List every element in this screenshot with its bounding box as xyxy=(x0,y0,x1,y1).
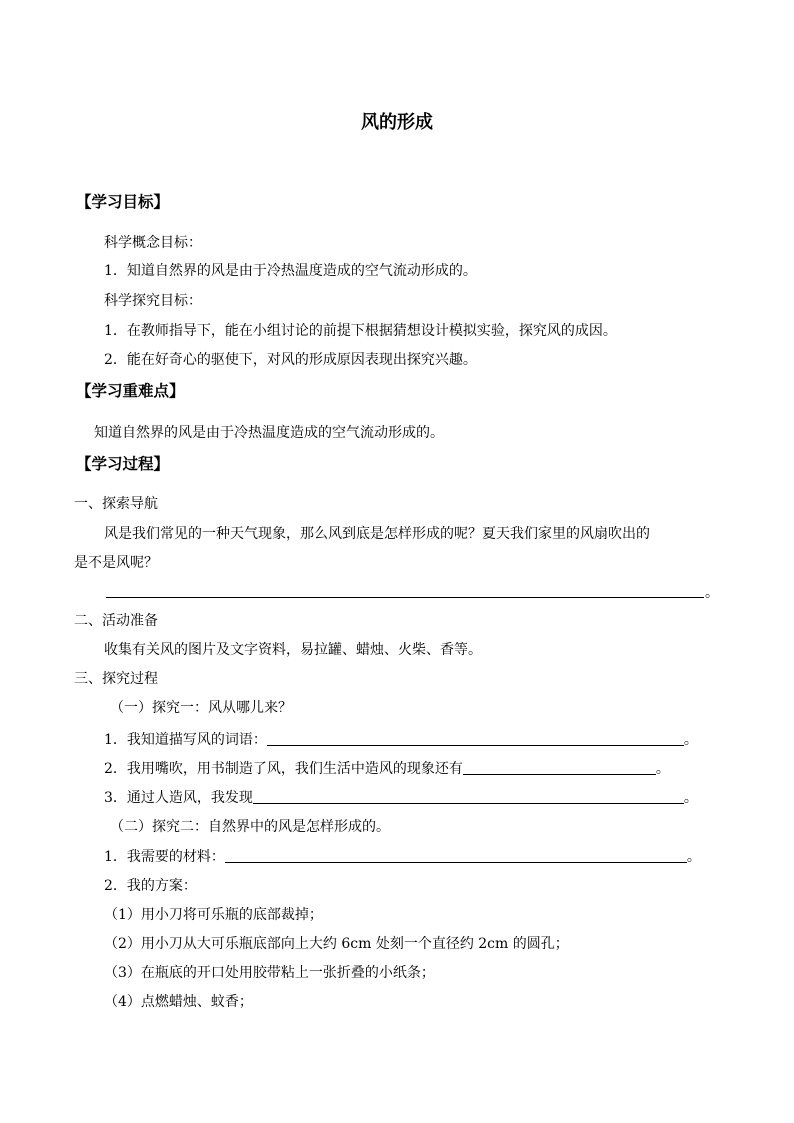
question-4-label: 1．我需要的材料： xyxy=(104,849,225,865)
section-heading-learning-process: 【学习过程】 xyxy=(76,454,170,473)
inquiry-goal-item-1: 1．在教师指导下，能在小组讨论的前提下根据猜想设计模拟实验，探究风的成因。 xyxy=(104,323,617,339)
end-mark: 。 xyxy=(683,790,698,806)
question-3-label: 3．通过人造风，我发现 xyxy=(104,790,253,806)
section-heading-key-points: 【学习重难点】 xyxy=(76,381,185,400)
plan-step-3: （3）在瓶底的开口处用胶带粘上一张折叠的小纸条； xyxy=(104,965,435,981)
inquiry-2-heading: （二）探究二：自然界中的风是怎样形成的。 xyxy=(110,819,390,835)
question-1-row xyxy=(104,731,698,749)
plan-step-4: （4）点燃蜡烛、蚊香； xyxy=(104,994,253,1010)
explore-question-line-1: 风是我们常见的一种天气现象，那么风到底是怎样形成的呢？夏天我们家里的风扇吹出的 xyxy=(104,526,650,542)
question-3-blank[interactable] xyxy=(253,789,684,804)
part-heading-explore: 一、探索导航 xyxy=(74,496,158,512)
explore-question-line-2: 是不是风呢？ xyxy=(74,555,158,571)
question-2-blank[interactable] xyxy=(463,760,656,775)
question-4-row xyxy=(104,848,701,866)
end-mark: 。 xyxy=(683,732,698,748)
question-1-blank[interactable] xyxy=(267,731,684,746)
key-point-text: 知道自然界的风是由于冷热温度造成的空气流动形成的。 xyxy=(94,425,444,441)
plan-step-1: （1）用小刀将可乐瓶的底部裁掉； xyxy=(104,907,323,923)
preparation-text: 收集有关风的图片及文字资料，易拉罐、蜡烛、火柴、香等。 xyxy=(104,642,482,658)
page-title: 风的形成 xyxy=(361,112,433,133)
question-4-blank[interactable] xyxy=(225,848,687,863)
concept-goal-label: 科学概念目标： xyxy=(104,235,202,251)
part-heading-preparation: 二、活动准备 xyxy=(74,613,158,629)
inquiry-goal-item-2: 2．能在好奇心的驱使下，对风的形成原因表现出探究兴趣。 xyxy=(104,352,477,368)
end-mark: 。 xyxy=(686,849,701,865)
end-mark: 。 xyxy=(655,761,670,777)
section-heading-learning-goals: 【学习目标】 xyxy=(76,192,170,211)
inquiry-goal-label: 科学探究目标： xyxy=(104,293,202,309)
question-2-label: 2．我用嘴吹，用书制造了风，我们生活中造风的现象还有 xyxy=(104,761,463,777)
part-heading-inquiry: 三、探究过程 xyxy=(74,671,158,687)
inquiry-1-heading: （一）探究一：风从哪儿来？ xyxy=(110,700,292,716)
question-1-label: 1．我知道描写风的词语： xyxy=(104,732,267,748)
question-3-row xyxy=(104,789,698,807)
end-mark: 。 xyxy=(705,585,719,601)
explore-answer-blank[interactable] xyxy=(106,597,704,598)
question-5-label: 2．我的方案： xyxy=(104,878,197,894)
question-2-row xyxy=(104,760,670,778)
concept-goal-item: 1．知道自然界的风是由于冷热温度造成的空气流动形成的。 xyxy=(104,263,477,279)
plan-step-2: （2）用小刀从大可乐瓶底部向上大约 6cm 处刻一个直径约 2cm 的圆孔； xyxy=(104,936,569,952)
